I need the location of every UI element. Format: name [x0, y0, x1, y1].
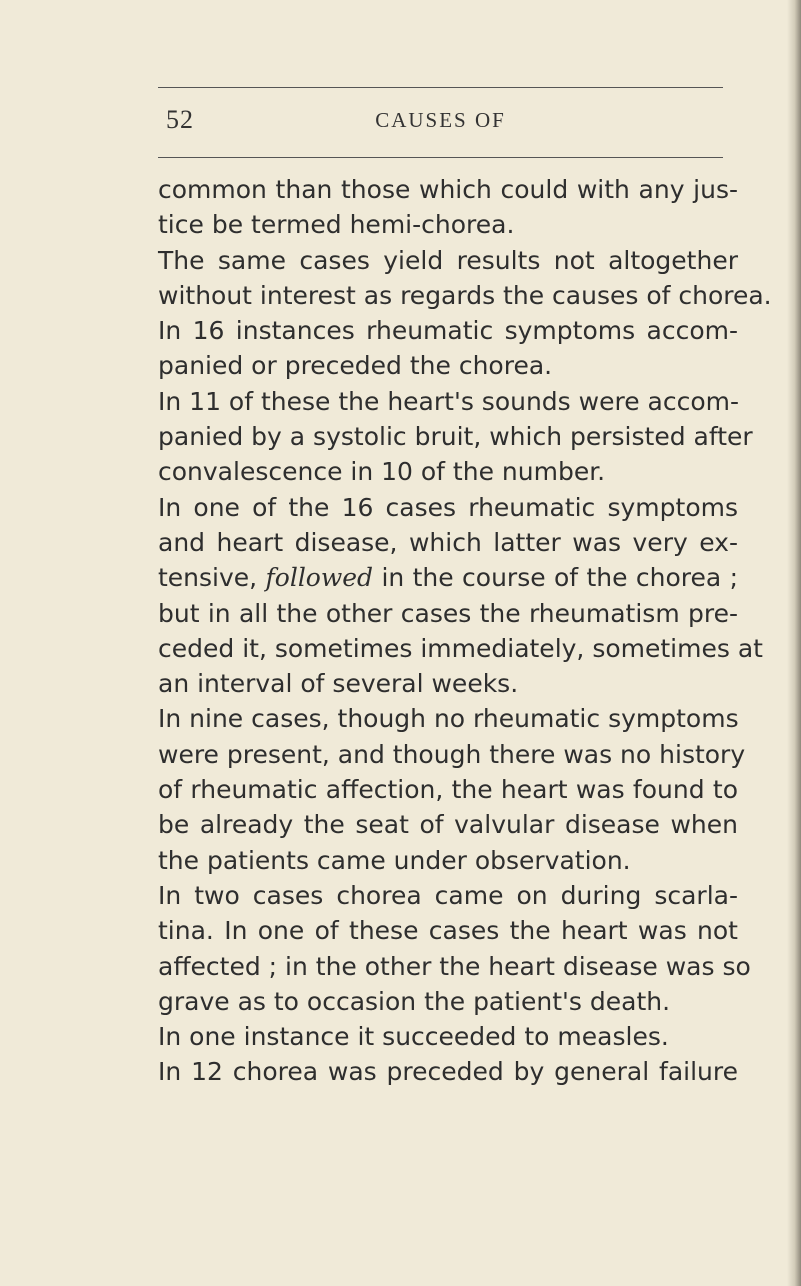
text-line: In nine cases, though no rheumatic symptoms [158, 704, 739, 734]
text-line-with-emphasis [158, 560, 738, 595]
text-line: In 11 of these the heart's sounds were accom- [158, 386, 740, 416]
header-bottom-rule [158, 157, 723, 158]
text-line: and heart disease, which latter was very ex- [158, 527, 738, 557]
line-suffix: in the course of the chorea ; [381, 563, 738, 593]
running-title: CAUSES OF [375, 108, 506, 132]
text-line: In 16 instances rheumatic symptoms accom- [158, 316, 738, 346]
body-text [158, 172, 772, 1090]
text-line: tina. In one of these cases the heart was not [158, 916, 738, 946]
text-line: without interest as regards the causes of chorea. [158, 280, 772, 310]
text-line: an interval of several weeks. [158, 669, 519, 699]
line-prefix: tensive, [158, 563, 266, 593]
text-line: panied by a systolic bruit, which persisted after [158, 422, 753, 452]
emphasis-followed: followed [265, 563, 374, 593]
text-line: were present, and though there was no history [158, 739, 746, 769]
text-line: In one of the 16 cases rheumatic symptoms [158, 492, 738, 522]
page-edge-shadow [787, 0, 801, 1286]
text-line: ceded it, sometimes immediately, sometimes at [158, 633, 763, 663]
text-line: affected ; in the other the heart disease was so [158, 951, 751, 981]
header-top-rule [158, 87, 723, 88]
text-line: of rheumatic affection, the heart was found to [158, 775, 738, 805]
text-line: but in all the other cases the rheumatism pre- [158, 598, 738, 628]
text-line: In two cases chorea came on during scarla- [158, 880, 738, 910]
text-line: In 12 chorea was preceded by general failure [158, 1057, 738, 1087]
text-line: the patients came under observation. [158, 845, 631, 875]
text-line: convalescence in 10 of the number. [158, 457, 606, 487]
text-line: common than those which could with any jus- [158, 175, 738, 204]
text-line: panied or preceded the chorea. [158, 351, 553, 381]
page-number: 52 [166, 105, 194, 134]
text-line: In one instance it succeeded to measles. [158, 1022, 669, 1052]
text-line: The same cases yield results not altogether [158, 245, 738, 275]
text-line: grave as to occasion the patient's death. [158, 986, 671, 1016]
page-header [158, 105, 723, 141]
text-line: tice be termed hemi-chorea. [158, 210, 515, 240]
text-line: be already the seat of valvular disease when [158, 810, 738, 840]
